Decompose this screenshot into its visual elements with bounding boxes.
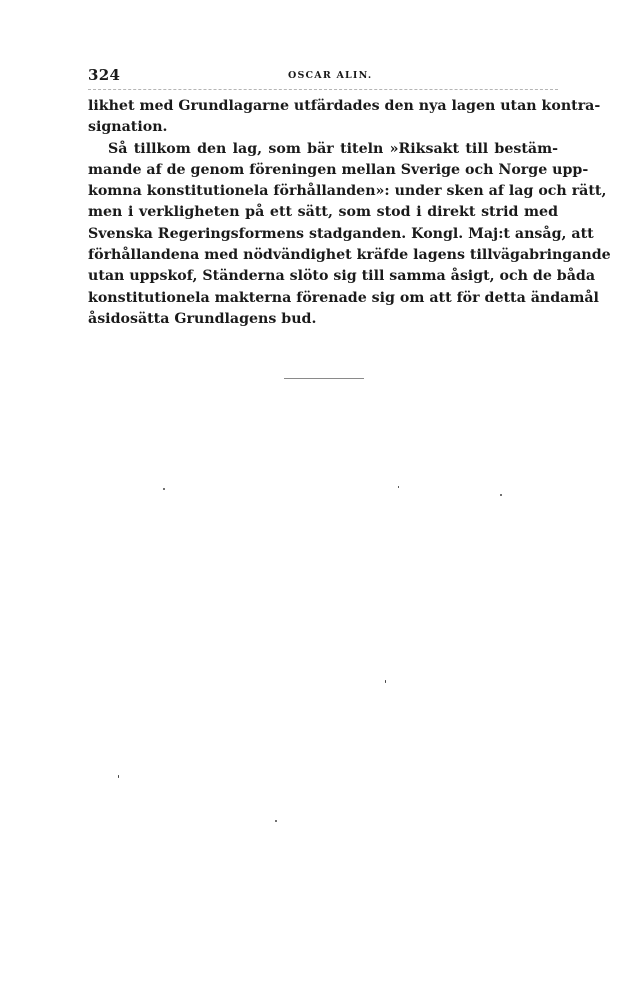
running-title: OSCAR ALIN. (288, 70, 373, 81)
scan-speck (385, 680, 386, 683)
page-number: 324 (88, 66, 121, 84)
body-text (88, 96, 611, 330)
running-head (88, 66, 558, 86)
text-line: Så tillkom den lag, som bär titeln »Riksakt till bestäm- (108, 140, 558, 157)
scan-speck (163, 488, 165, 490)
text-line: konstitutionela makterna förenade sig om att för detta ändamål (88, 289, 599, 306)
text-line: Svenska Regeringsformens stadganden. Kongl. Maj:t ansåg, att (88, 225, 594, 242)
scan-speck (398, 486, 399, 488)
text-line: mande af de genom föreningen mellan Sverige och Norge upp- (88, 161, 589, 178)
text-line: likhet med Grundlagarne utfärdades den nya lagen utan kontra- (88, 98, 601, 114)
text-line: men i verkligheten på ett sätt, som stod i direkt strid med (88, 204, 558, 221)
scan-speck (118, 775, 119, 778)
text-line: komna konstitutionela förhållanden»: under sken af lag och rätt, (88, 183, 607, 200)
text-line: förhållandena med nödvändighet kräfde lagens tillvägabringande (88, 247, 611, 264)
text-line: signation. (88, 119, 168, 136)
text-line: åsidosätta Grundlagens bud. (88, 310, 317, 327)
scan-speck (500, 494, 502, 496)
header-rule (88, 89, 558, 90)
text-line: utan uppskof, Ständerna slöto sig till samma åsigt, och de båda (88, 268, 596, 285)
section-end-rule (284, 378, 364, 379)
scan-speck (275, 820, 277, 822)
